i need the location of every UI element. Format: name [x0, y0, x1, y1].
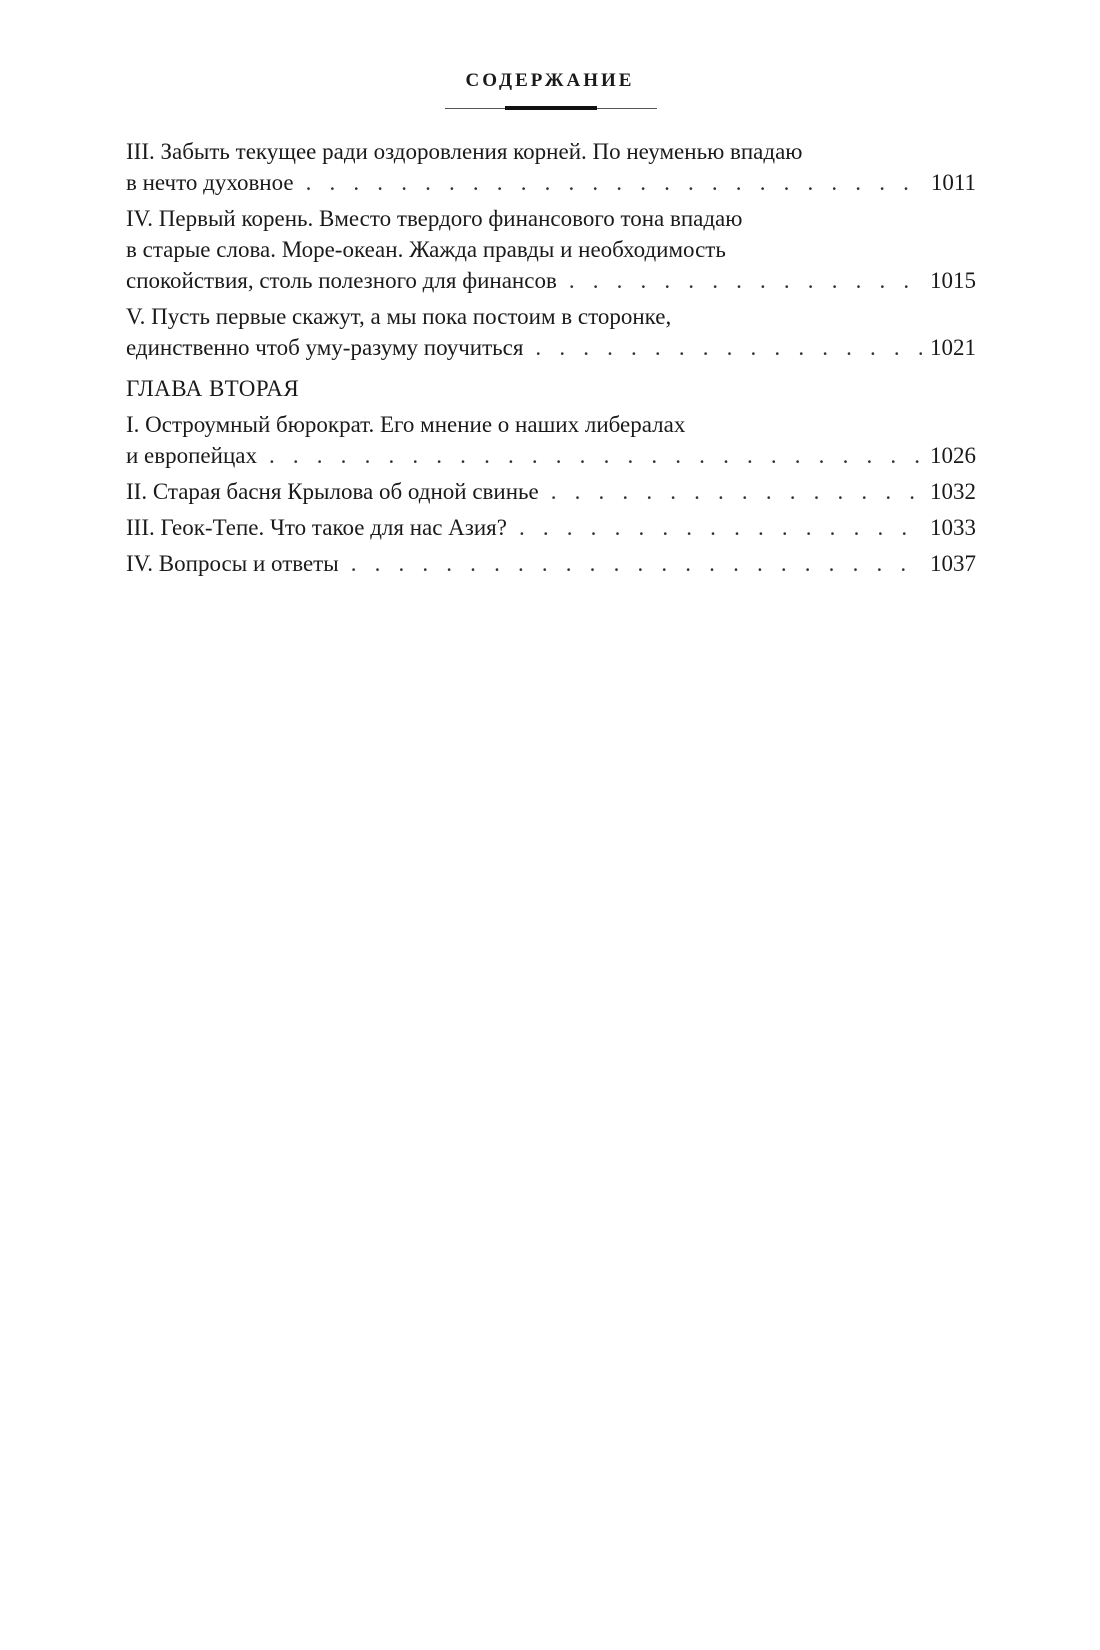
toc-entry-last-line — [126, 265, 976, 296]
toc-entry-last-line — [126, 548, 976, 579]
dot-leader — [269, 440, 922, 471]
dot-leader — [551, 476, 922, 507]
page-number: 1011 — [930, 170, 976, 195]
toc-entry-line: в старые слова. Море-океан. Жажда правды и необходимость — [126, 237, 726, 262]
toc-entry-line: I. Остроумный бюрократ. Его мнение о наших либералах — [126, 412, 686, 437]
toc-entry-text: в нечто духовное — [126, 170, 294, 195]
toc-entry-text: IV. Вопросы и ответы — [126, 551, 339, 576]
toc-entry-line: IV. Первый корень. Вместо твердого финансового тона впадаю — [126, 206, 743, 231]
header-rule-accent — [505, 106, 597, 110]
toc-entry-text: II. Старая басня Крылова об одной свинье — [126, 479, 539, 504]
dot-leader — [351, 548, 922, 579]
toc-entry[interactable] — [126, 203, 976, 296]
toc-entry-text: III. Геок-Тепе. Что такое для нас Азия? — [126, 515, 507, 540]
toc-entry-line: III. Забыть текущее ради оздоровления корней. По неуменью впадаю — [126, 139, 803, 164]
toc-entry-text: спокойствия, столь полезного для финансов — [126, 268, 557, 293]
toc-entry[interactable] — [126, 512, 976, 543]
chapter-heading[interactable]: ГЛАВА ВТОРАЯ — [126, 376, 300, 401]
toc-entry-text: единственно чтоб уму-разуму поучиться — [126, 335, 524, 360]
dot-leader — [519, 512, 922, 543]
running-head-title: СОДЕРЖАНИЕ — [465, 70, 635, 91]
page-number: 1021 — [930, 335, 976, 360]
toc-entry[interactable] — [126, 301, 976, 363]
table-of-contents — [126, 136, 976, 584]
dot-leader — [535, 332, 922, 363]
page-number: 1032 — [930, 479, 976, 504]
dot-leader — [569, 265, 922, 296]
toc-entry-last-line — [126, 476, 976, 507]
toc-entry-text: и европейцах — [126, 443, 257, 468]
toc-entry[interactable] — [126, 548, 976, 579]
toc-entry[interactable] — [126, 409, 976, 471]
toc-entry-last-line — [126, 512, 976, 543]
toc-entry-last-line — [126, 440, 976, 471]
toc-entry-last-line — [126, 332, 976, 363]
dot-leader — [306, 167, 923, 198]
page-number: 1015 — [930, 268, 976, 293]
toc-entry[interactable] — [126, 476, 976, 507]
toc-entry[interactable] — [126, 136, 976, 198]
toc-entry-last-line — [126, 167, 976, 198]
page-number: 1026 — [930, 443, 976, 468]
page-number: 1033 — [930, 515, 976, 540]
page-number: 1037 — [930, 551, 976, 576]
toc-entry-line: V. Пусть первые скажут, а мы пока постоим в сторонке, — [126, 304, 672, 329]
